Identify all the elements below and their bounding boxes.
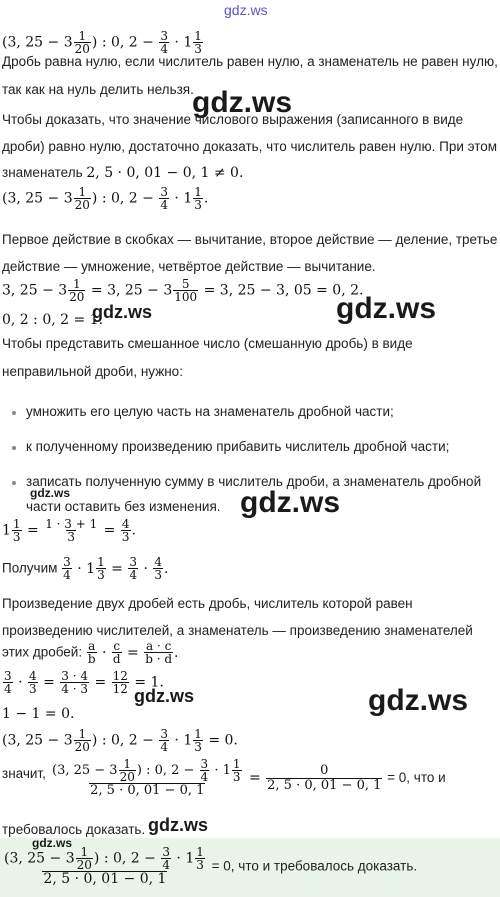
bullet-icon: [12, 446, 16, 450]
text-line: дроби) равно нулю, достаточно доказать, что числитель равен нулю. При этом: [2, 139, 498, 154]
text-line: требовалось доказать.: [2, 822, 146, 837]
expression-line: 3, 25 − 3 $\frac{1}{20}$ = 3, 25 − 3 $\frac{5}{100}$ = 3, 25 − 3, 05 = 0, 2.: [2, 277, 364, 304]
expression-line: этих дробей: $\frac{a}{b}$ · $\frac{c}{d}$ = $\frac{a \cdot c}{b \cdot d}$ .: [2, 639, 179, 666]
watermark: gdz.ws: [224, 2, 268, 18]
expression-line-1: (3, 25 − 3 $\frac{1}{20}$ ) : 0, 2 − $\frac{3}{4}$ · 1 $\frac{1}{3}$: [2, 29, 202, 56]
expression-line: значит,: [2, 766, 46, 781]
watermark: gdz.ws: [368, 684, 469, 717]
list-item: к полученному произведению прибавить числитель дробной части;: [26, 439, 450, 454]
text-line: неправильной дроби, нужно:: [2, 364, 183, 379]
text-line: знаменатель 2, 5 · 0, 01 − 0, 1 ≠ 0.: [2, 165, 244, 181]
expression-line: $\frac{3}{4}$ · $\frac{4}{3}$ = $\frac{3 \cdot 4}{4 \cdot 3}$ = $\frac{12}{12}$ = 1.: [4, 669, 164, 696]
expression-line: (3, 25 − 3 $\frac{1}{20}$ ) : 0, 2 − $\frac{3}{4}$ · 1 $\frac{1}{3}$ = 0.: [2, 727, 238, 754]
watermark: gdz.ws: [192, 86, 293, 119]
big-fraction: (3, 25 − 3 $\frac{1}{20}$ ) : 0, 2 − $\frac{3}{4}$ · 1 $\frac{1}{3}$ 2, 5 · 0, 01 − 0, 1 = $\frac{0}{2, 5 \cdot 0, 01 - 0, 1}$ = 0, что и: [52, 757, 446, 798]
watermark: gdz.ws: [92, 302, 153, 322]
expression-line: 1 − 1 = 0.: [2, 706, 75, 722]
watermark: gdz.ws: [240, 486, 341, 519]
text-line: Чтобы доказать, что значение числового выражения (записанного в виде: [2, 112, 464, 127]
bullet-icon: [12, 481, 16, 485]
text-line: Дробь равна нулю, если числитель равен нулю, а знаменатель не равен нулю,: [2, 54, 498, 69]
text-line: действие — умножение, четвёртое действие — вычитание.: [2, 259, 376, 274]
expression-line: (3, 25 − 3 $\frac{1}{20}$ ) : 0, 2 − $\frac{3}{4}$ · 1 $\frac{1}{3}$ .: [2, 185, 209, 212]
expression-line: 0, 2 : 0, 2 = 1.: [2, 312, 104, 328]
list-item: умножить его целую часть на знаменатель дробной части;: [26, 404, 394, 419]
text-line: Чтобы представить смешанное число (смешанную дробь) в виде: [2, 336, 413, 351]
watermark: gdz.ws: [134, 686, 195, 706]
text-line: произведению числителей, а знаменатель — произведению знаменателей: [2, 623, 473, 638]
list-item: записать полученную сумму в числитель дроби, а знаменатель дробной: [26, 474, 482, 489]
expression-line: 1 $\frac{1}{3}$ = $\frac{1 \cdot 3 + 1}{3}$ = $\frac{4}{3}$ .: [2, 517, 136, 544]
watermark: gdz.ws: [32, 836, 73, 850]
expression-line: Получим $\frac{3}{4}$ · 1 $\frac{1}{3}$ = $\frac{3}{4}$ · $\frac{4}{3}$ .: [2, 555, 169, 582]
bullet-icon: [12, 411, 16, 415]
watermark: gdz.ws: [148, 815, 209, 835]
list-item: части оставить без изменения.: [26, 499, 221, 514]
answer-expression: (3, 25 − 3 $\frac{1}{20}$ ) : 0, 2 − $\frac{3}{4}$ · 1 $\frac{1}{3}$ 2, 5 · 0, 01 − 0, 1 = 0, что и требовалось доказать.: [4, 845, 418, 887]
text-line: Произведение двух дробей есть дробь, числитель которой равен: [2, 596, 413, 611]
watermark: gdz.ws: [336, 292, 437, 325]
watermark: gdz.ws: [30, 486, 71, 500]
text-line: Первое действие в скобках — вычитание, второе действие — деление, третье: [2, 232, 498, 247]
text-line: так как на нуль делить нельзя.: [2, 82, 194, 97]
